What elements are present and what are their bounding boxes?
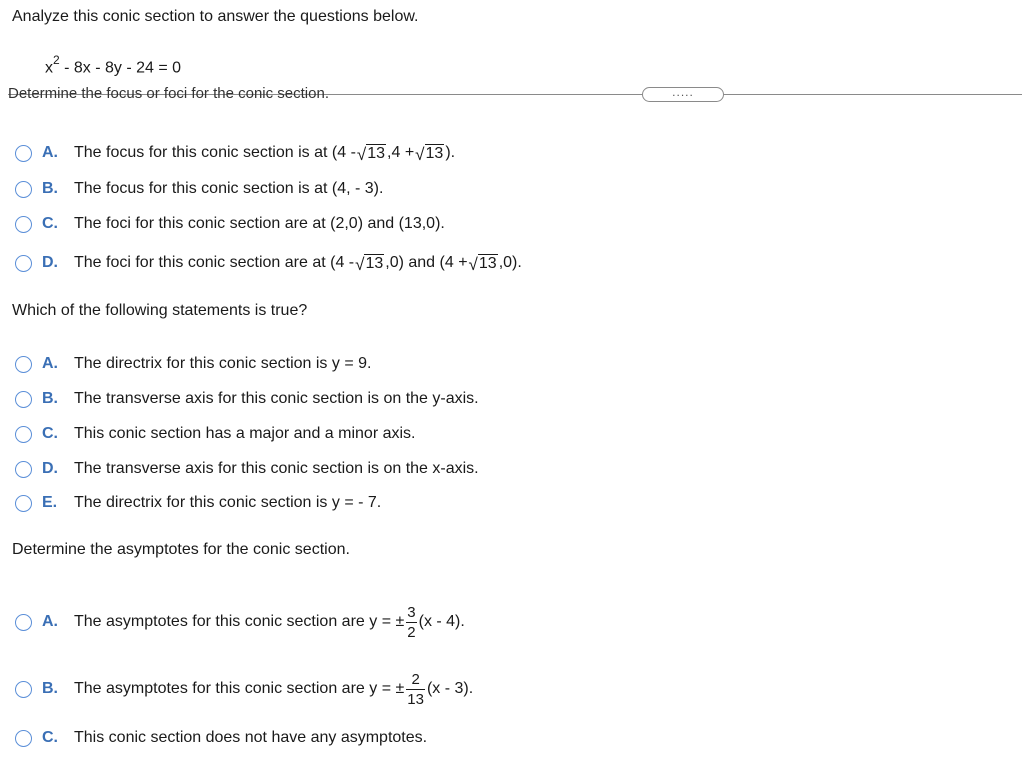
square-root: [415, 144, 444, 163]
radical-sign-icon: √: [415, 144, 425, 164]
radicand: 13: [367, 144, 386, 162]
q1-option-b[interactable]: [15, 177, 383, 201]
clipped-question-text: Determine the focus or foci for the conic section.: [8, 85, 329, 102]
radicand: 13: [365, 254, 384, 272]
option-text: [74, 672, 473, 707]
square-root: [469, 254, 498, 273]
option-text: The directrix for this conic section is y = - 7.: [74, 494, 382, 511]
fraction: [406, 605, 416, 640]
q3-option-b[interactable]: [15, 664, 473, 714]
option-text-part: ,0) and (4 +: [385, 254, 468, 271]
fraction: [406, 672, 425, 707]
numerator: 2: [411, 670, 420, 688]
radio-button[interactable]: [15, 681, 32, 698]
radio-button[interactable]: [15, 614, 32, 631]
radio-button[interactable]: [15, 181, 32, 198]
q3-option-a[interactable]: [15, 597, 465, 647]
radio-button[interactable]: [15, 391, 32, 408]
option-letter: B.: [42, 180, 58, 197]
denominator: 2: [407, 623, 416, 641]
option-letter: D.: [42, 254, 58, 271]
radio-button[interactable]: [15, 495, 32, 512]
q2-option-e[interactable]: [15, 491, 381, 515]
radio-button[interactable]: [15, 356, 32, 373]
instruction-text: Analyze this conic section to answer the questions below.: [12, 8, 419, 25]
option-text-part: ,4 +: [387, 144, 415, 161]
radical-sign-icon: √: [355, 254, 365, 274]
equation-exponent: 2: [53, 53, 60, 67]
option-text: [74, 254, 522, 273]
option-text-part: The asymptotes for this conic section are y = ±: [74, 613, 405, 630]
radio-button[interactable]: [15, 461, 32, 478]
radical-sign-icon: √: [468, 254, 478, 274]
option-text: This conic section has a major and a minor axis.: [74, 425, 416, 442]
q1-option-c[interactable]: [15, 212, 445, 236]
radio-button[interactable]: [15, 255, 32, 272]
numerator: 3: [407, 603, 416, 621]
q2-option-d[interactable]: [15, 457, 479, 481]
q2-option-a[interactable]: [15, 352, 371, 376]
option-letter: C.: [42, 729, 58, 746]
q2-option-c[interactable]: [15, 422, 415, 446]
option-text: [74, 144, 455, 163]
option-text: The foci for this conic section are at (2,0) and (13,0).: [74, 215, 445, 232]
option-text-part: ,0).: [498, 254, 522, 271]
option-text-part: The focus for this conic section is at (4 -: [74, 144, 356, 161]
q3-option-c[interactable]: [15, 726, 427, 750]
square-root: [355, 254, 384, 273]
option-text: The directrix for this conic section is y = 9.: [74, 355, 372, 372]
option-letter: A.: [42, 613, 58, 630]
option-text: The transverse axis for this conic section is on the x-axis.: [74, 460, 479, 477]
q2-option-b[interactable]: [15, 387, 479, 411]
radio-button[interactable]: [15, 426, 32, 443]
option-letter: B.: [42, 390, 58, 407]
radio-button[interactable]: [15, 216, 32, 233]
expand-button[interactable]: .....: [642, 87, 724, 102]
option-letter: A.: [42, 355, 58, 372]
option-text-part: (x - 4).: [418, 613, 465, 630]
q1-option-a[interactable]: [15, 141, 455, 165]
question-2-prompt: Which of the following statements is true?: [12, 302, 308, 319]
option-text-part: ).: [445, 144, 456, 161]
option-letter: C.: [42, 425, 58, 442]
square-root: [357, 144, 386, 163]
radicand: 13: [425, 144, 444, 162]
clipped-question: [8, 85, 403, 102]
equation-terms: - 8x - 8y - 24 = 0: [59, 59, 182, 77]
option-text-part: (x - 3).: [426, 680, 474, 697]
option-text: The focus for this conic section is at (4, - 3).: [74, 180, 384, 197]
conic-equation: [45, 55, 181, 77]
option-letter: D.: [42, 460, 58, 477]
option-letter: A.: [42, 144, 58, 161]
radio-button[interactable]: [15, 730, 32, 747]
option-text-part: The asymptotes for this conic section are y = ±: [74, 680, 405, 697]
option-text: The transverse axis for this conic section is on the y-axis.: [74, 390, 479, 407]
option-text-part: The foci for this conic section are at (4 -: [74, 254, 355, 271]
question-3-prompt: Determine the asymptotes for the conic section.: [12, 541, 350, 558]
option-letter: C.: [42, 215, 58, 232]
option-letter: B.: [42, 680, 58, 697]
radical-sign-icon: √: [356, 144, 367, 164]
option-letter: E.: [42, 494, 58, 511]
equation-variable: x: [45, 59, 53, 77]
radicand: 13: [478, 254, 497, 272]
option-text: [74, 605, 465, 640]
denominator: 13: [407, 690, 424, 708]
radio-button[interactable]: [15, 145, 32, 162]
option-text: This conic section does not have any asymptotes.: [74, 729, 428, 746]
q1-option-d[interactable]: [15, 251, 522, 275]
